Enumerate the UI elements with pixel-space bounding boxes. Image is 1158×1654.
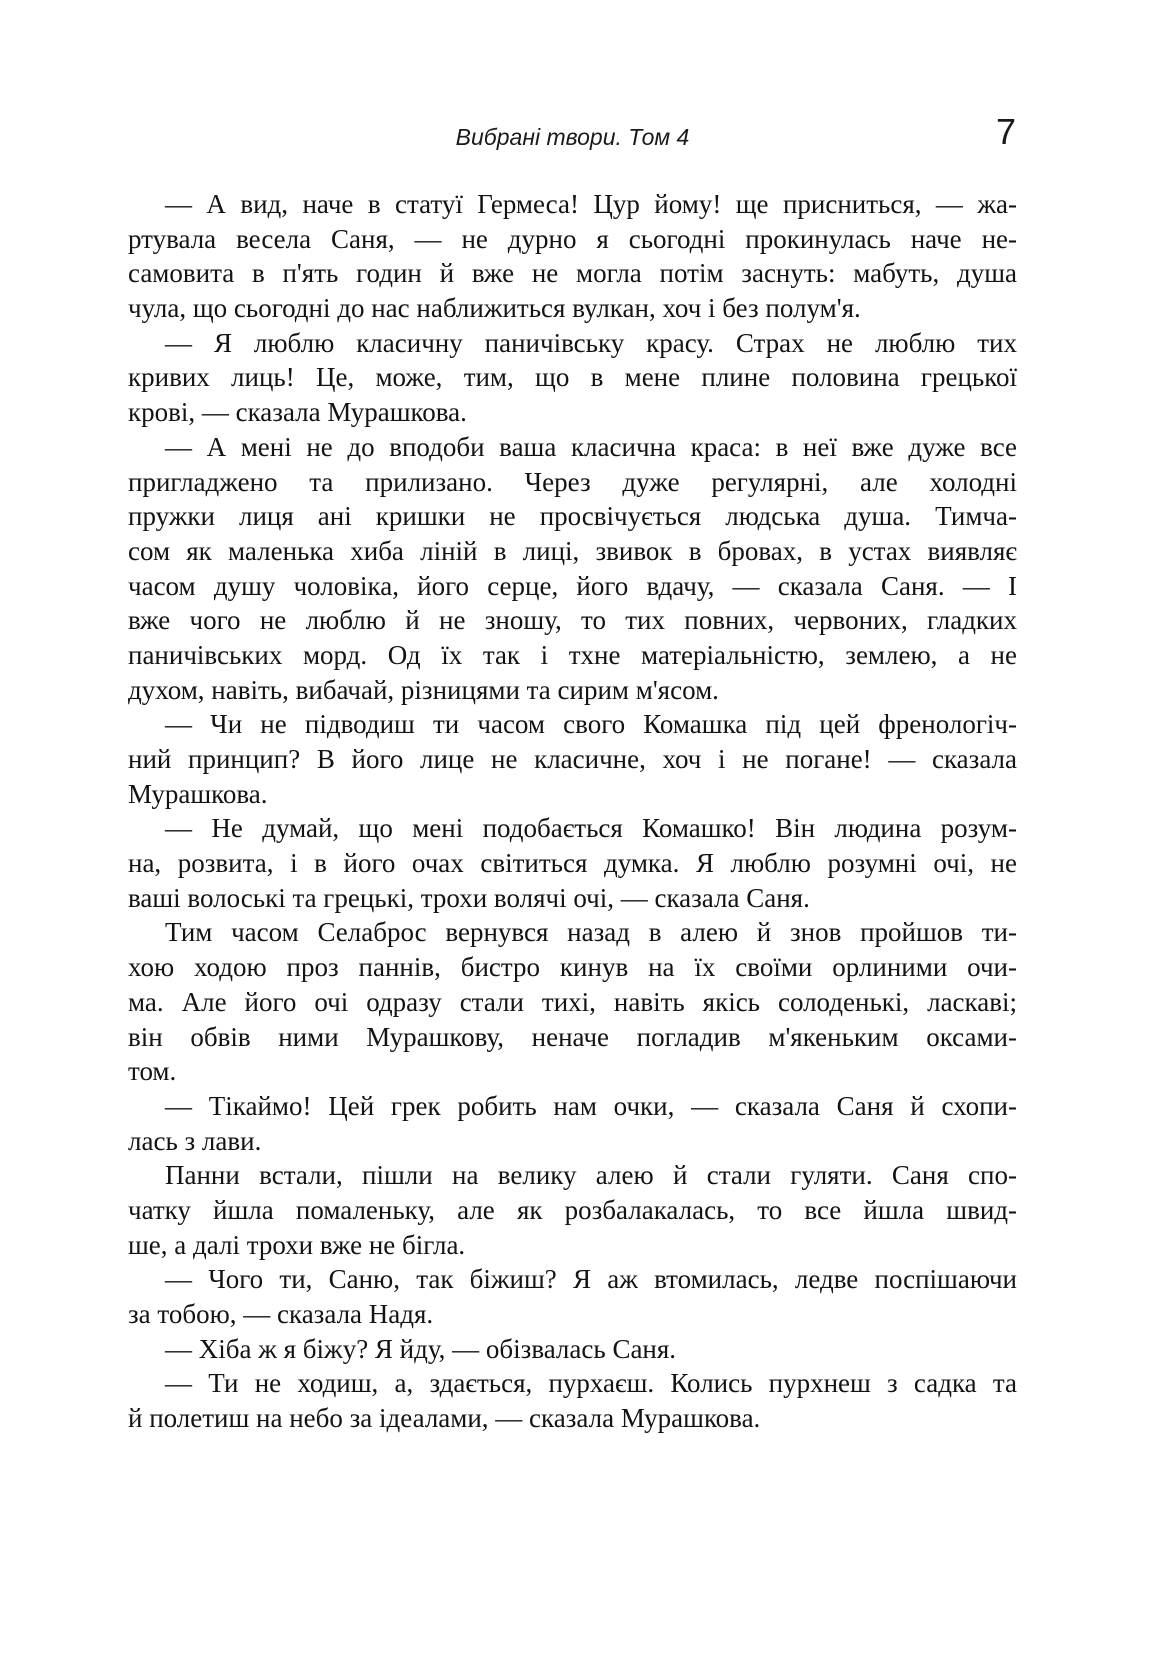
text-line: — Ти не ходиш, а, здається, пурхаєш. Колись пурхнеш з садка та [165, 1368, 1017, 1399]
paragraph [128, 915, 1017, 1088]
text-line: хою ходою проз паннів, бистро кинув на їх своїми орлиними очи- [128, 952, 1017, 983]
paragraph [128, 707, 1017, 811]
text-line: Мурашкова. [128, 778, 268, 809]
text-line: кривих лиць! Це, може, тим, що в мене плине половина грецької [128, 362, 1017, 393]
text-line: — Хіба ж я біжу? Я йду, — обізвалась Саня. [165, 1333, 677, 1364]
text-line: ваші волоські та грецькі, трохи волячі очі, — сказала Саня. [128, 882, 810, 913]
paragraph [128, 430, 1017, 708]
paragraph [128, 187, 1017, 326]
text-line: й полетиш на небо за ідеалами, — сказала Мурашкова. [128, 1403, 761, 1434]
paragraph [128, 1158, 1017, 1262]
text-line: він обвів ними Мурашкову, неначе погладив м'якеньким оксами- [128, 1021, 1017, 1052]
text-line: чула, що сьогодні до нас наближиться вулкан, хоч і без полум'я. [128, 293, 861, 324]
text-line: Тим часом Селаброс вернувся назад в алею й знов пройшов ти- [165, 917, 1017, 948]
text-line: ше, а далі трохи вже не бігла. [128, 1229, 466, 1260]
text-body [128, 187, 1017, 1436]
paragraph [128, 811, 1017, 915]
text-line: — Чи не підводиш ти часом свого Комашка під цей френологіч- [165, 709, 1017, 740]
page-number: 7 [995, 111, 1016, 152]
text-line: крові, — сказала Мурашкова. [128, 397, 467, 428]
text-line: — А мені не до вподоби ваша класична краса: в неї вже дуже все [165, 431, 1017, 462]
text-line: — Не думай, що мені подобається Комашко! Він людина розум- [165, 813, 1017, 844]
text-line: часом душу чоловіка, його серце, його вдачу, — сказала Саня. — І [128, 570, 1017, 601]
paragraph [128, 1089, 1017, 1158]
paragraph [128, 1366, 1017, 1435]
text-line: ний принцип? В його лице не класичне, хоч і не погане! — сказала [128, 744, 1017, 774]
text-line: на, розвита, і в його очах світиться думка. Я люблю розумні очі, не [128, 848, 1017, 879]
text-line: духом, навіть, вибачай, різницями та сирим м'ясом. [128, 674, 719, 705]
text-line: паничівських морд. Од їх так і тхне матеріальністю, землею, а не [128, 639, 1017, 670]
text-line: — Я люблю класичну паничівську красу. Страх не люблю тих [165, 327, 1017, 358]
text-line: ма. Але його очі одразу стали тихі, навіть якісь солоденькі, ласкаві; [128, 986, 1017, 1017]
text-line: — Тікаймо! Цей грек робить нам очки, — сказала Саня й схопи- [165, 1090, 1017, 1121]
paragraph [128, 1262, 1017, 1331]
text-line: — Чого ти, Саню, так біжиш? Я аж втомилась, ледве поспішаючи [165, 1264, 1017, 1295]
text-line: — А вид, наче в статуї Гермеса! Цур йому! ще присниться, — жа- [165, 189, 1017, 219]
text-line: самовита в п'ять годин й вже не могла потім заснуть: мабуть, душа [128, 258, 1017, 289]
text-line: лась з лави. [128, 1125, 262, 1156]
text-line: вже чого не люблю й не зношу, то тих повних, червоних, гладких [128, 605, 1017, 636]
text-line: за тобою, — сказала Надя. [128, 1299, 434, 1329]
text-line: ртувала весела Саня, — не дурно я сьогодні прокинулась наче не- [128, 223, 1017, 254]
paragraph [128, 1332, 1017, 1367]
text-line: пружки лиця ані кришки не просвічується людська душа. Тимча- [128, 501, 1017, 532]
text-line: сом як маленька хиба ліній в лиці, звивок в бровах, в устах виявляє [128, 535, 1017, 566]
text-line: том. [128, 1056, 177, 1087]
paragraph [128, 326, 1017, 430]
text-line: чатку йшла помаленьку, але як розбалакалась, то все йшла швид- [128, 1194, 1017, 1225]
text-line: пригладжено та прилизано. Через дуже регулярні, але холодні [128, 466, 1017, 497]
running-title: Вибрані твори. Том 4 [455, 124, 690, 150]
text-line: Панни встали, пішли на велику алею й стали гуляти. Саня спо- [165, 1160, 1017, 1191]
